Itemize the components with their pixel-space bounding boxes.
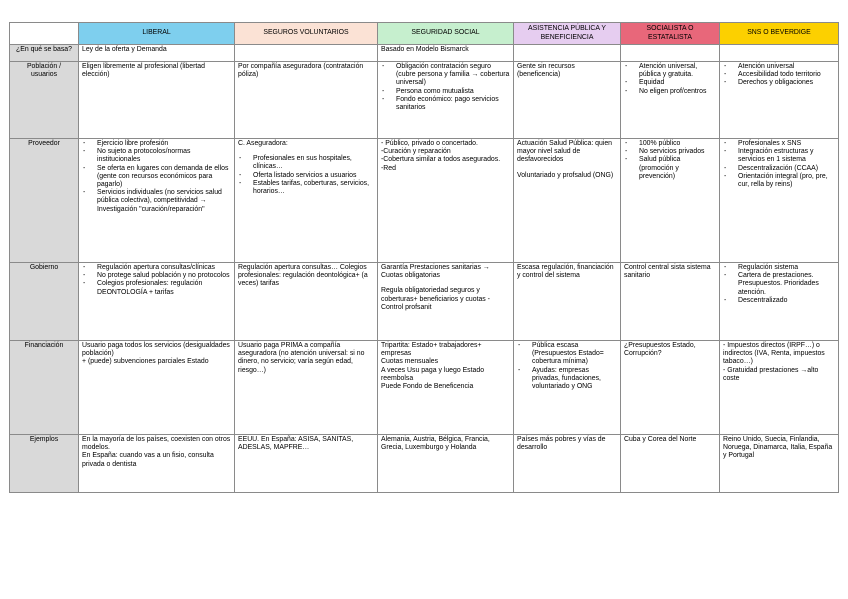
table-row bbox=[10, 139, 839, 263]
table-row bbox=[10, 62, 839, 139]
bullet-item: - Profesionales en sus hospitales, clínicas… bbox=[238, 155, 374, 171]
bullet-item: - Descentralización (CCAA) bbox=[723, 165, 835, 173]
cell-text: ¿Presupuestos Estado, Corrupción? bbox=[624, 342, 696, 358]
cell-text: - Gratuidad prestaciones →alto coste bbox=[723, 366, 819, 382]
bullet-item: - No sujeto a protocolos/normas institucionales bbox=[82, 148, 231, 164]
table-cell bbox=[621, 45, 720, 62]
column-header-asistencia-publica: ASISTENCIA PÚBLICA Y BENEFICIENCIA bbox=[514, 23, 621, 45]
bullet-item: - Regulación apertura consultas/clínicas bbox=[82, 264, 231, 272]
cell-text: - Público, privado o concertado. bbox=[381, 140, 478, 147]
table-cell bbox=[514, 45, 621, 62]
cell-text: Actuación Salud Pública: quien mayor nivel salud de desfavorecidos bbox=[517, 140, 613, 164]
bullet-item: - Colegios profesionales: regulación DEONTOLOGÍA + tarifas bbox=[82, 280, 231, 296]
cell-text: -Red bbox=[381, 164, 396, 172]
row-header: Población / usuarios bbox=[10, 62, 79, 139]
bullet-item: - Se oferta en lugares con demanda de ellos (gente con recursos económicos para pagarlo) bbox=[82, 165, 231, 190]
table-cell bbox=[79, 341, 235, 435]
cell-text: Por compañía aseguradora (contratación póliza) bbox=[238, 63, 364, 79]
table-cell bbox=[720, 341, 839, 435]
bullet-item: - Ejercicio libre profesión bbox=[82, 140, 231, 148]
cell-text: Alemania, Austria, Bélgica, Francia, Grecia, Luxemburgo y Holanda bbox=[381, 436, 490, 452]
table-cell bbox=[79, 62, 235, 139]
cell-text: Usuario paga PRIMA a compañía aseguradora (no atención universal: si no dinero, no servicio; varía según edad, riesgo…) bbox=[238, 342, 365, 374]
cell-text: Gente sin recursos (beneficencia) bbox=[517, 63, 575, 79]
table-cell bbox=[621, 435, 720, 493]
cell-text: Regulación apertura consultas… Colegios profesionales: regulación deontológica+ (a veces) tarifas bbox=[238, 264, 368, 288]
cell-text: Voluntariado y profsalud (ONG) bbox=[517, 171, 614, 179]
table-cell bbox=[720, 62, 839, 139]
bullet-item: - Salud pública (promoción y prevención) bbox=[624, 156, 716, 181]
table-cell bbox=[378, 435, 514, 493]
bullet-item: - Persona como mutualista bbox=[381, 88, 510, 96]
bullet-item: - Fondo económico: pago servicios sanitarios bbox=[381, 96, 510, 112]
cell-text: Regula obligatoriedad seguros y coberturas+ beneficiarios y cuotas -Control profsanit bbox=[381, 287, 490, 311]
bullet-item: - Accesibilidad todo territorio bbox=[723, 71, 835, 79]
cell-text: Ley de la oferta y Demanda bbox=[82, 46, 167, 53]
bullet-list bbox=[238, 155, 374, 196]
table-cell bbox=[720, 435, 839, 493]
cell-text: A veces Usu paga y luego Estado reembolsa bbox=[381, 366, 485, 382]
bullet-item: - No servicios privados bbox=[624, 148, 716, 156]
bullet-item: - Equidad bbox=[624, 79, 716, 87]
bullet-item: - Oferta listado servicios a usuarios bbox=[238, 172, 374, 180]
paragraph-gap bbox=[381, 280, 510, 287]
bullet-item: - Regulación sistema bbox=[723, 264, 835, 272]
cell-text: Basado en Modelo Bismarck bbox=[381, 46, 469, 53]
bullet-item: - Atención universal, pública y gratuita. bbox=[624, 63, 716, 79]
bullet-item: - Cartera de prestaciones. Presupuestos. Prioridades atención. bbox=[723, 272, 835, 297]
row-header: Ejemplos bbox=[10, 435, 79, 493]
table-cell bbox=[79, 139, 235, 263]
table-cell bbox=[621, 341, 720, 435]
cell-text: Eligen libremente al profesional (libertad elección) bbox=[82, 63, 205, 79]
table-cell bbox=[235, 62, 378, 139]
table-cell bbox=[621, 263, 720, 341]
table-cell bbox=[514, 263, 621, 341]
bullet-item: - Ayudas: empresas privadas, fundaciones, voluntariado y ONG bbox=[517, 367, 617, 392]
column-header-seguridad-social: SEGURIDAD SOCIAL bbox=[378, 23, 514, 45]
bullet-list bbox=[723, 63, 835, 88]
table-cell bbox=[79, 45, 235, 62]
table-cell bbox=[514, 139, 621, 263]
cell-text: Cuotas mensuales bbox=[381, 358, 439, 366]
table-cell bbox=[235, 45, 378, 62]
bullet-list bbox=[517, 342, 617, 391]
bullet-list bbox=[624, 63, 716, 96]
cell-text: Reino Unido, Suecia, Finlandia, Noruega, Dinamarca, Italia, España y Portugal bbox=[723, 436, 833, 460]
header-row bbox=[10, 23, 839, 45]
row-header: Proveedor bbox=[10, 139, 79, 263]
cell-text: En España: cuando vas a un fisio, consulta privada o dentista bbox=[82, 452, 214, 468]
row-header: Financiación bbox=[10, 341, 79, 435]
table-cell bbox=[514, 62, 621, 139]
table-cell bbox=[378, 263, 514, 341]
cell-text: - Impuestos directos (IRPF…) o indirectos (IVA, Renta, impuestos tabaco…) bbox=[723, 342, 825, 366]
bullet-item: - Obligación contratación seguro (cubre persona y familia → cobertura universal) bbox=[381, 63, 510, 88]
bullet-item: - 100% público bbox=[624, 140, 716, 148]
corner-cell bbox=[10, 23, 79, 45]
table-cell bbox=[621, 139, 720, 263]
bullet-item: - Atención universal bbox=[723, 63, 835, 71]
cell-text: Tripartita: Estado+ trabajadores+ empresas bbox=[381, 342, 482, 358]
cell-text: Países más pobres y vías de desarrollo bbox=[517, 436, 606, 452]
bullet-item: - No eligen prof/centros bbox=[624, 88, 716, 96]
bullet-list bbox=[723, 264, 835, 305]
bullet-item: - Profesionales x SNS bbox=[723, 140, 835, 148]
paragraph-gap bbox=[238, 148, 374, 155]
cell-text: + (puede) subvenciones parciales Estado bbox=[82, 358, 209, 366]
table-cell bbox=[720, 139, 839, 263]
table-cell bbox=[720, 45, 839, 62]
table-cell bbox=[514, 341, 621, 435]
bullet-list bbox=[82, 140, 231, 214]
row-header: Gobierno bbox=[10, 263, 79, 341]
bullet-item: - Estables tarifas, coberturas, servicios, horarios… bbox=[238, 180, 374, 196]
column-header-sns-beverdige: SNS O BEVERDIGE bbox=[720, 23, 839, 45]
table-cell bbox=[378, 62, 514, 139]
table-row bbox=[10, 435, 839, 493]
bullet-list bbox=[381, 63, 510, 112]
cell-text: Escasa regulación, financiación y control del sistema bbox=[517, 264, 614, 280]
cell-text: Garantía Prestaciones sanitarias → Cuotas obligatorias bbox=[381, 264, 490, 280]
table-cell bbox=[235, 435, 378, 493]
cell-text: Control central sista sistema sanitario bbox=[624, 264, 711, 280]
table-cell bbox=[378, 341, 514, 435]
table-row bbox=[10, 263, 839, 341]
column-header-seguros-voluntarios: SEGUROS VOLUNTARIOS bbox=[235, 23, 378, 45]
bullet-item: - Descentralizado bbox=[723, 297, 835, 305]
cell-text: -Curación y reparación bbox=[381, 148, 451, 156]
table-cell bbox=[235, 139, 378, 263]
bullet-item: - Servicios individuales (no servicios salud pública colectiva), competitividad → Investigación "curación/reparación" bbox=[82, 189, 231, 214]
table-cell bbox=[720, 263, 839, 341]
row-header: ¿En qué se basa? bbox=[10, 45, 79, 62]
cell-text: Puede Fondo de Beneficencia bbox=[381, 383, 474, 391]
bullet-item: - Orientación integral (pro, pre, cur, rella by reins) bbox=[723, 173, 835, 189]
paragraph-gap bbox=[517, 165, 617, 172]
table-cell bbox=[621, 62, 720, 139]
table-cell bbox=[378, 45, 514, 62]
bullet-item: - Derechos y obligaciones bbox=[723, 79, 835, 87]
bullet-list bbox=[624, 140, 716, 181]
table-cell bbox=[235, 263, 378, 341]
bullet-list bbox=[723, 140, 835, 189]
models-comparison-table bbox=[9, 22, 839, 493]
bullet-item: - Pública escasa (Presupuestos Estado= cobertura mínima) bbox=[517, 342, 617, 367]
cell-text: Cuba y Corea del Norte bbox=[624, 436, 697, 443]
column-header-socialista: SOCIALISTA O ESTATALISTA bbox=[621, 23, 720, 45]
bullet-item: - Integración estructuras y servicios en 1 sistema bbox=[723, 148, 835, 164]
cell-text: En la mayoría de los países, coexisten con otros modelos. bbox=[82, 436, 231, 452]
bullet-list bbox=[82, 264, 231, 297]
table-cell bbox=[514, 435, 621, 493]
table-cell bbox=[79, 435, 235, 493]
bullet-item: - No protege salud población y no protocolos bbox=[82, 272, 231, 280]
table-cell bbox=[79, 263, 235, 341]
table-row bbox=[10, 341, 839, 435]
cell-text: EEUU. En España: ASISA, SANITAS, ADESLAS, MAPFRE… bbox=[238, 436, 354, 452]
cell-text: C. Aseguradora: bbox=[238, 140, 288, 147]
table-body bbox=[10, 45, 839, 493]
cell-text: -Cobertura similar a todos asegurados. bbox=[381, 156, 501, 164]
table-cell bbox=[235, 341, 378, 435]
cell-text: Usuario paga todos los servicios (desigualdades población) bbox=[82, 342, 230, 358]
table-cell bbox=[378, 139, 514, 263]
column-header-liberal: LIBERAL bbox=[79, 23, 235, 45]
table-row bbox=[10, 45, 839, 62]
